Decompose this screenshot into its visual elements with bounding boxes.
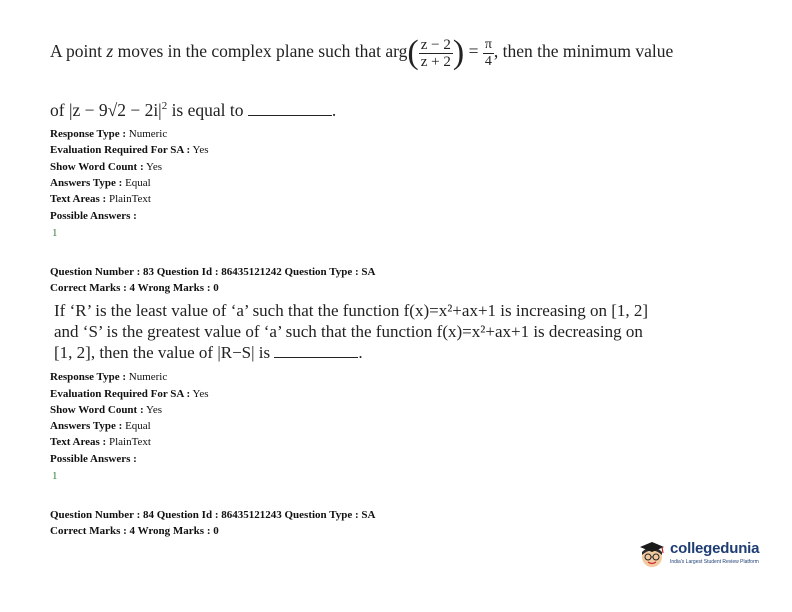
meta1-text-areas: Text Areas : PlainText [50,193,151,205]
q83-answer-blank [274,344,358,358]
q82-is-equal-to: is equal to [171,100,244,120]
meta2-possible-value: 1 [52,470,58,482]
arg-fraction [419,37,453,70]
meta1-answers-type: Answers Type : Equal [50,177,151,189]
q82-text-mid: moves in the complex plane such that [117,41,381,62]
meta1-response-type: Response Type : Numeric [50,128,168,140]
q83-header: Question Number : 83 Question Id : 86435121242 Question Type : SA [50,266,376,278]
q82-line1 [50,36,673,70]
meta2-response-type: Response Type : Numeric [50,371,168,383]
graduate-mascot-icon [636,538,668,570]
exponent: 2 [161,100,168,113]
q82-line2 [50,100,336,121]
pi-fraction [483,37,494,70]
meta2-eval: Evaluation Required For SA : Yes [50,388,209,400]
meta1-word-count: Show Word Count : Yes [50,161,162,173]
logo-wordmark: collegedunia [670,540,760,557]
meta1-eval: Evaluation Required For SA : Yes [50,144,209,156]
meta1-possible-value: 1 [52,227,58,239]
fraction-denominator: z + 2 [420,53,451,70]
pi-numerator: π [484,36,492,52]
left-paren: ( [407,34,419,71]
q82-text-start: A point [50,41,103,62]
q82-period: . [331,100,337,120]
meta2-answers-type: Answers Type : Equal [50,420,151,432]
q83-line2: and ‘S’ is the greatest value of ‘a’ such that the function f(x)=x²+ax+1 is decreasing on [54,322,643,341]
answer-blank [248,102,332,116]
q83-line3: [1, 2], then the value of |R−S| is . [54,343,363,362]
right-paren: ) [452,34,465,71]
q82-text-end: , then the minimum value [493,41,674,62]
collegedunia-logo [636,538,776,572]
meta2-word-count: Show Word Count : Yes [50,404,162,416]
meta2-possible-label: Possible Answers : [50,453,137,465]
q82-of: of [50,100,65,120]
pi-denominator: 4 [484,53,492,69]
meta1-possible-label: Possible Answers : [50,210,137,222]
q83-line3-text: [1, 2], then the value of |R−S| is [54,343,271,362]
q83-marks: Correct Marks : 4 Wrong Marks : 0 [50,282,219,294]
q84-marks: Correct Marks : 4 Wrong Marks : 0 [50,525,219,537]
q82-var-z: z [106,41,114,62]
meta2-text-areas: Text Areas : PlainText [50,436,151,448]
q84-header: Question Number : 84 Question Id : 86435121243 Question Type : SA [50,509,376,521]
modulus-expression: |z − 9√2 − 2i| [68,100,162,120]
logo-tagline: India's Largest Student Review Platform [670,559,759,565]
equals-sign: = [468,41,479,62]
q83-line1: If ‘R’ is the least value of ‘a’ such that the function f(x)=x²+ax+1 is increasing on [1, 2] [54,301,649,320]
arg-label: arg [385,41,408,62]
fraction-numerator: z − 2 [420,36,451,53]
